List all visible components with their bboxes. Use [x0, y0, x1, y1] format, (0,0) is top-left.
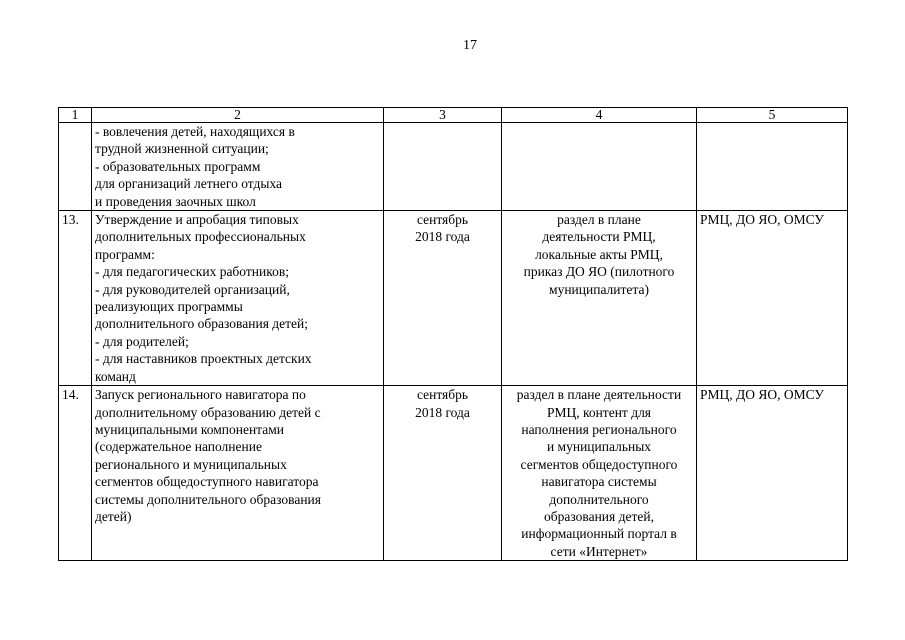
responsible-cell: РМЦ, ДО ЯО, ОМСУ	[697, 211, 848, 386]
result-line: образования детей,	[544, 508, 654, 524]
text-line: - для родителей;	[95, 333, 189, 349]
result-line: приказ ДО ЯО (пилотного	[523, 264, 675, 280]
text-line: - для наставников проектных детских	[95, 351, 312, 367]
result-line: дополнительного	[549, 491, 649, 507]
text-line: муниципальными компонентами	[95, 421, 285, 437]
page-number: 17	[463, 38, 477, 53]
table-row	[59, 386, 848, 561]
text-line: реализующих программы	[95, 299, 243, 315]
date-line: 2018 года	[415, 404, 470, 420]
text-line: дополнительного образования детей;	[95, 316, 309, 332]
result-cell	[502, 211, 697, 386]
text-line: системы дополнительного образования	[95, 491, 321, 507]
header-cell-3: 3	[384, 108, 502, 123]
activity-cell	[92, 123, 384, 211]
text-line: для организаций летнего отдыха	[95, 176, 283, 192]
row-number-cell: 14.	[59, 386, 92, 561]
date-line: сентябрь	[416, 387, 469, 403]
header-cell-4: 4	[502, 108, 697, 123]
result-line: локальные акты РМЦ,	[535, 246, 663, 262]
text-line: - для руководителей организаций,	[95, 281, 290, 297]
date-line: 2018 года	[415, 229, 470, 245]
result-line: раздел в плане	[557, 212, 641, 228]
activity-cell	[92, 386, 384, 561]
deadline-cell	[384, 211, 502, 386]
text-line: Утверждение и апробация типовых	[95, 212, 299, 228]
responsible-cell	[697, 123, 848, 211]
result-cell	[502, 386, 697, 561]
row-number-cell: 13.	[59, 211, 92, 386]
result-line: сети «Интернет»	[550, 543, 648, 559]
deadline-cell	[384, 123, 502, 211]
header-cell-1: 1	[59, 108, 92, 123]
responsible-cell: РМЦ, ДО ЯО, ОМСУ	[697, 386, 848, 561]
text-line: Запуск регионального навигатора по	[95, 387, 306, 403]
header-cell-2: 2	[92, 108, 384, 123]
text-line: команд	[95, 368, 136, 384]
text-line: (содержательное наполнение	[95, 439, 262, 455]
table-header-row	[59, 108, 848, 123]
table-row	[59, 123, 848, 211]
result-line: информационный портал в	[521, 526, 677, 542]
table-row	[59, 211, 848, 386]
result-line: муниципалитета)	[549, 281, 649, 297]
header-cell-5: 5	[697, 108, 848, 123]
deadline-cell	[384, 386, 502, 561]
text-line: регионального и муниципальных	[95, 456, 287, 472]
plan-table	[58, 107, 848, 561]
result-line: и муниципальных	[546, 439, 652, 455]
text-line: программ:	[95, 246, 155, 262]
result-line: деятельности РМЦ,	[542, 229, 656, 245]
result-line: РМЦ, контент для	[546, 404, 652, 420]
text-line: - для педагогических работников;	[95, 264, 289, 280]
text-line: - образовательных программ	[95, 158, 261, 174]
text-line: сегментов общедоступного навигатора	[95, 474, 319, 490]
text-line: дополнительных профессиональных	[95, 229, 306, 245]
row-number-cell	[59, 123, 92, 211]
result-cell	[502, 123, 697, 211]
text-line: трудной жизненной ситуации;	[95, 141, 269, 157]
result-line: наполнения регионального	[521, 421, 677, 437]
text-line: и проведения заочных школ	[95, 193, 256, 209]
text-line: дополнительному образованию детей с	[95, 404, 321, 420]
result-line: раздел в плане деятельности	[516, 387, 682, 403]
result-line: сегментов общедоступного	[520, 456, 678, 472]
activity-cell	[92, 211, 384, 386]
text-line: детей)	[95, 508, 132, 524]
date-line: сентябрь	[416, 212, 469, 228]
text-line: - вовлечения детей, находящихся в	[95, 124, 295, 139]
result-line: навигатора системы	[541, 474, 657, 490]
